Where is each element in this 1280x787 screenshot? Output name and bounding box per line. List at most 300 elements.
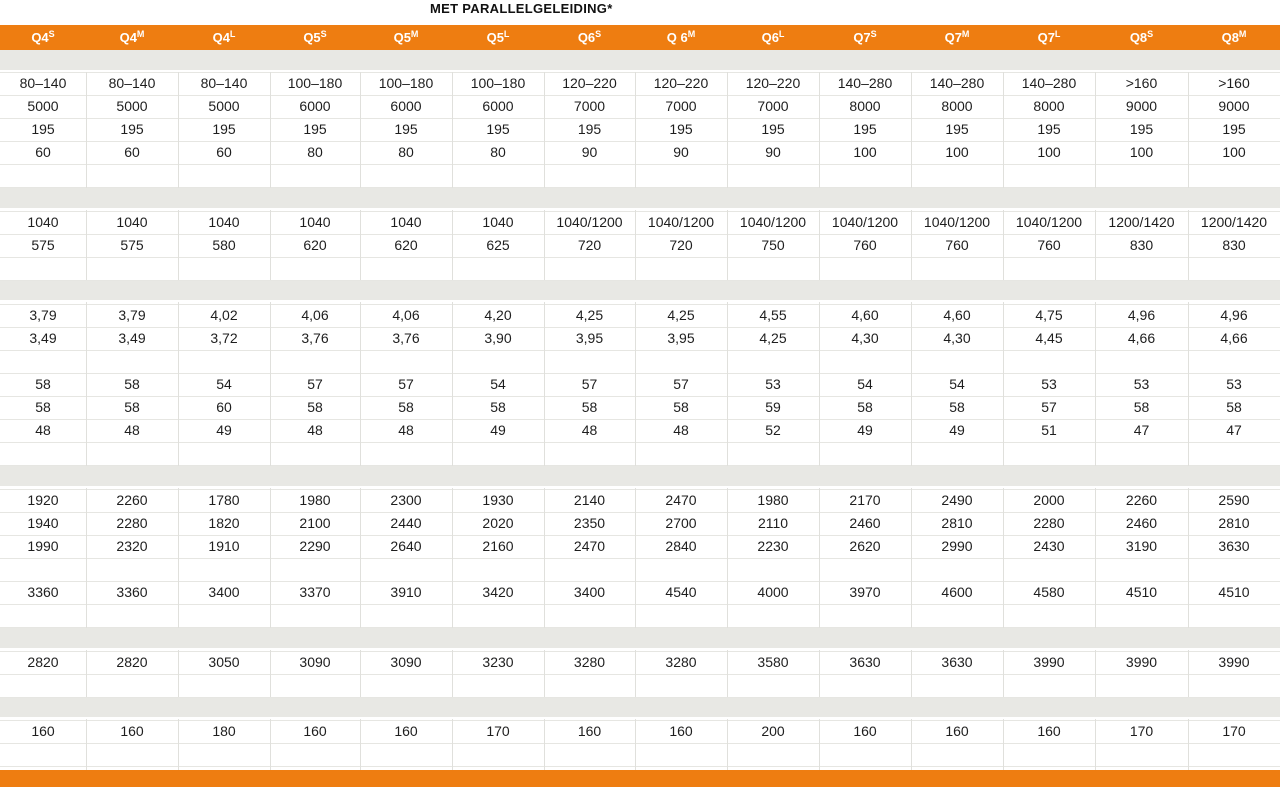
table-cell: 160 [31, 723, 55, 739]
table-cell: 80 [398, 144, 414, 160]
table-cell: 4510 [1218, 584, 1250, 600]
table-cell: 4,25 [759, 330, 787, 346]
table-cell: 49 [949, 422, 965, 438]
table-cell: 3970 [849, 584, 881, 600]
row-divider [0, 743, 1280, 744]
table-cell: 4,20 [484, 307, 512, 323]
table-cell: 80 [307, 144, 323, 160]
table-cell: 3230 [482, 654, 514, 670]
table-cell: 195 [212, 121, 236, 137]
table-cell: 2170 [849, 492, 881, 508]
table-cell: 3990 [1218, 654, 1250, 670]
table-cell: 58 [35, 399, 51, 415]
row-divider [0, 465, 1280, 466]
table-cell: 7000 [573, 98, 606, 114]
row-divider [0, 257, 1280, 258]
table-cell: 3,90 [484, 330, 512, 346]
column-header-label: Q4 [31, 30, 49, 45]
table-cell: 750 [761, 237, 785, 253]
row-divider [0, 697, 1280, 698]
table-cell: 120–220 [562, 75, 617, 91]
table-cell: 3,72 [210, 330, 238, 346]
table-cell: 5000 [27, 98, 59, 114]
table-cell: 60 [216, 399, 232, 415]
table-cell: 720 [577, 237, 602, 253]
table-cell: 140–280 [837, 75, 893, 91]
table-cell: 2280 [1033, 515, 1065, 531]
table-cell: 2840 [665, 538, 697, 554]
table-cell: 2140 [573, 492, 606, 508]
table-cell: 575 [120, 237, 144, 253]
table-cell: 195 [853, 121, 877, 137]
table-cell: 60 [124, 144, 140, 160]
table-cell: 1820 [208, 515, 240, 531]
table-cell: >160 [1218, 75, 1250, 91]
table-cell: 1040/1200 [923, 214, 991, 230]
table-cell: 53 [1133, 376, 1150, 392]
table-cell: 47 [1133, 422, 1150, 438]
table-cell: 54 [857, 376, 873, 392]
table-cell: 4,75 [1035, 307, 1063, 323]
table-cell: 90 [765, 144, 781, 160]
footer-bar [0, 770, 1280, 787]
table-cell: 160 [577, 723, 602, 739]
row-divider [0, 442, 1280, 443]
table-cell: 1040/1200 [831, 214, 899, 230]
column-header [544, 25, 635, 50]
table-cell: 2590 [1218, 492, 1250, 508]
table-cell: 100 [1129, 144, 1154, 160]
table-cell: 48 [398, 422, 414, 438]
row-divider [0, 674, 1280, 675]
table-cell: 2350 [573, 515, 606, 531]
table-cell: 195 [394, 121, 418, 137]
table-cell: 1200/1420 [1108, 214, 1175, 230]
table-cell: 57 [398, 376, 414, 392]
column-header [911, 25, 1003, 50]
table-cell: 59 [765, 399, 781, 415]
table-cell: 2490 [941, 492, 973, 508]
table-cell: 3630 [941, 654, 973, 670]
table-cell: 58 [307, 399, 323, 415]
table-cell: 6000 [390, 98, 422, 114]
table-cell: 51 [1041, 422, 1057, 438]
table-cell: 160 [853, 723, 877, 739]
table-cell: 3090 [390, 654, 422, 670]
table-cell: 80–140 [108, 75, 156, 91]
column-header-size: M [136, 29, 145, 39]
table-cell: 4,96 [1220, 307, 1248, 323]
table-cell: 2160 [482, 538, 514, 554]
table-cell: 4580 [1033, 584, 1065, 600]
table-cell: 760 [945, 237, 969, 253]
table-cell: 2820 [27, 654, 59, 670]
table-cell: 47 [1226, 422, 1242, 438]
table-cell: >160 [1125, 75, 1158, 91]
table-cell: 58 [35, 376, 51, 392]
table-cell: 4,45 [1035, 330, 1063, 346]
table-cell: 5000 [208, 98, 240, 114]
column-header-label: Q8 [1221, 30, 1239, 45]
table-cell: 2110 [757, 515, 789, 531]
column-header [0, 25, 86, 50]
table-cell: 1780 [208, 492, 240, 508]
column-header-size: M [410, 29, 419, 39]
column-header-label: Q5 [303, 30, 321, 45]
table-cell: 90 [581, 144, 598, 160]
table-cell: 2230 [757, 538, 789, 554]
row-divider [0, 350, 1280, 351]
column-header [360, 25, 452, 50]
table-cell: 57 [1041, 399, 1057, 415]
table-cell: 2990 [941, 538, 973, 554]
column-header [819, 25, 911, 50]
column-header-label: Q6 [761, 30, 779, 45]
table-cell: 4,06 [301, 307, 329, 323]
column-header [86, 25, 178, 50]
table-cell: 195 [1222, 121, 1246, 137]
column-header-label: Q5 [486, 30, 504, 45]
table-cell: 58 [1226, 399, 1242, 415]
table-cell: 48 [124, 422, 140, 438]
table-cell: 3360 [116, 584, 148, 600]
table-cell: 195 [120, 121, 144, 137]
table-cell: 720 [669, 237, 693, 253]
table-cell: 3090 [299, 654, 331, 670]
table-cell: 58 [673, 399, 689, 415]
table-cell: 100 [1222, 144, 1246, 160]
row-divider [0, 558, 1280, 559]
table-cell: 195 [1037, 121, 1061, 137]
column-header-size: L [1054, 29, 1061, 39]
table-cell: 4,30 [943, 330, 971, 346]
table-cell: 1980 [299, 492, 331, 508]
table-cell: 3,79 [29, 307, 57, 323]
table-cell: 48 [307, 422, 323, 438]
table-cell: 3,49 [29, 330, 57, 346]
column-header-size: S [870, 29, 877, 39]
table-cell: 1040/1200 [739, 214, 807, 230]
table-cell: 2620 [849, 538, 881, 554]
table-cell: 57 [673, 376, 689, 392]
table-cell: 4,30 [851, 330, 879, 346]
table-cell: 160 [1037, 723, 1061, 739]
table-cell: 170 [486, 723, 510, 739]
table-cell: 58 [581, 399, 598, 415]
table-cell: 53 [1226, 376, 1242, 392]
column-header-label: Q4 [119, 30, 137, 45]
table-cell: 4540 [665, 584, 697, 600]
column-header-size: M [1238, 29, 1247, 39]
table-cell: 3,95 [575, 330, 604, 346]
table-cell: 4,25 [667, 307, 695, 323]
column-header-size: M [687, 29, 696, 39]
table-cell: 4,96 [1127, 307, 1156, 323]
table-cell: 830 [1222, 237, 1246, 253]
table-cell: 1940 [27, 515, 59, 531]
table-cell: 195 [486, 121, 510, 137]
table-cell: 2440 [390, 515, 422, 531]
table-cell: 2260 [116, 492, 148, 508]
table-cell: 2290 [299, 538, 331, 554]
table-cell: 2700 [665, 515, 697, 531]
table-cell: 3630 [1218, 538, 1250, 554]
table-cell: 100–180 [287, 75, 343, 91]
row-divider [0, 604, 1280, 605]
column-header [178, 25, 270, 50]
table-cell: 48 [673, 422, 689, 438]
table-cell: 2430 [1033, 538, 1065, 554]
table-cell: 140–280 [929, 75, 985, 91]
table-cell: 8000 [941, 98, 973, 114]
table-cell: 2460 [849, 515, 881, 531]
table-cell: 3630 [849, 654, 881, 670]
table-cell: 52 [765, 422, 781, 438]
table-cell: 1910 [208, 538, 240, 554]
column-header-size: L [503, 29, 510, 39]
table-cell: 2320 [116, 538, 148, 554]
table-cell: 2810 [941, 515, 973, 531]
table-cell: 3400 [573, 584, 606, 600]
table-cell: 58 [857, 399, 873, 415]
table-cell: 4,60 [851, 307, 879, 323]
table-cell: 53 [765, 376, 781, 392]
table-cell: 58 [124, 399, 140, 415]
row-divider [0, 627, 1280, 628]
table-cell: 1040/1200 [647, 214, 715, 230]
table-cell: 100–180 [378, 75, 434, 91]
table-cell: 3,49 [118, 330, 146, 346]
table-cell: 100 [853, 144, 877, 160]
table-cell: 4,60 [943, 307, 971, 323]
column-header-label: Q5 [393, 30, 411, 45]
table-cell: 1040/1200 [1015, 214, 1083, 230]
table-cell: 160 [669, 723, 693, 739]
column-header-size: S [595, 29, 602, 39]
table-title: MET PARALLELGELEIDING* [430, 1, 613, 16]
table-cell: 54 [490, 376, 506, 392]
column-header [1095, 25, 1188, 50]
table-cell: 200 [761, 723, 785, 739]
table-cell: 100–180 [470, 75, 526, 91]
section-band [0, 466, 1280, 486]
table-cell: 575 [31, 237, 55, 253]
table-cell: 4,55 [759, 307, 787, 323]
column-header-size: L [229, 29, 236, 39]
table-cell: 3190 [1125, 538, 1158, 554]
column-header [635, 25, 727, 50]
table-cell: 160 [394, 723, 418, 739]
column-header-label: Q6 [577, 30, 596, 45]
table-cell: 7000 [757, 98, 789, 114]
table-cell: 4510 [1125, 584, 1158, 600]
table-cell: 160 [120, 723, 144, 739]
table-cell: 3050 [208, 654, 240, 670]
table-cell: 1040 [208, 214, 240, 230]
table-cell: 3360 [27, 584, 59, 600]
column-header [270, 25, 360, 50]
column-header-size: L [778, 29, 785, 39]
row-divider [0, 187, 1280, 188]
table-cell: 2470 [665, 492, 697, 508]
table-cell: 1920 [27, 492, 59, 508]
table-cell: 9000 [1125, 98, 1158, 114]
table-cell: 8000 [849, 98, 881, 114]
table-cell: 4,06 [392, 307, 420, 323]
table-cell: 195 [669, 121, 693, 137]
table-cell: 2260 [1125, 492, 1158, 508]
table-cell: 580 [212, 237, 236, 253]
table-cell: 3,79 [118, 307, 146, 323]
table-cell: 48 [581, 422, 598, 438]
table-cell: 140–280 [1021, 75, 1077, 91]
table-cell: 5000 [116, 98, 148, 114]
table-cell: 1200/1420 [1200, 214, 1268, 230]
table-cell: 90 [673, 144, 689, 160]
table-cell: 160 [945, 723, 969, 739]
table-cell: 3990 [1125, 654, 1158, 670]
table-cell: 3,76 [392, 330, 420, 346]
table-cell: 625 [486, 237, 510, 253]
table-cell: 1040 [482, 214, 514, 230]
table-cell: 4,02 [210, 307, 238, 323]
table-cell: 60 [216, 144, 232, 160]
row-divider [0, 280, 1280, 281]
table-cell: 3910 [390, 584, 422, 600]
table-cell: 170 [1129, 723, 1154, 739]
table-cell: 54 [216, 376, 232, 392]
table-cell: 3280 [665, 654, 697, 670]
table-cell: 830 [1129, 237, 1154, 253]
table-cell: 57 [581, 376, 598, 392]
table-cell: 180 [212, 723, 236, 739]
table-cell: 58 [490, 399, 506, 415]
section-band [0, 628, 1280, 648]
table-cell: 80 [490, 144, 506, 160]
table-cell: 4000 [757, 584, 789, 600]
table-cell: 6000 [482, 98, 514, 114]
table-cell: 2100 [299, 515, 331, 531]
table-cell: 760 [1037, 237, 1061, 253]
section-band [0, 280, 1280, 300]
table-cell: 100 [945, 144, 969, 160]
column-header-label: Q7 [853, 30, 871, 45]
table-cell: 195 [31, 121, 55, 137]
column-header-bar [0, 25, 1280, 50]
table-cell: 2020 [482, 515, 514, 531]
column-header [727, 25, 819, 50]
table-cell: 170 [1222, 723, 1246, 739]
table-cell: 53 [1041, 376, 1057, 392]
table-cell: 48 [35, 422, 51, 438]
column-header-label: Q7 [1037, 30, 1055, 45]
table-cell: 3420 [482, 584, 514, 600]
column-header-size: M [961, 29, 970, 39]
table-cell: 2810 [1218, 515, 1250, 531]
column-header [1188, 25, 1280, 50]
table-cell: 4,66 [1220, 330, 1248, 346]
table-cell: 2300 [390, 492, 422, 508]
table-cell: 620 [394, 237, 418, 253]
table-cell: 620 [303, 237, 327, 253]
table-cell: 7000 [665, 98, 697, 114]
table-cell: 2820 [116, 654, 148, 670]
row-divider [0, 164, 1280, 165]
table-cell: 100 [1037, 144, 1061, 160]
table-cell: 1040 [116, 214, 148, 230]
table-cell: 49 [857, 422, 873, 438]
table-cell: 2470 [573, 538, 606, 554]
row-divider [0, 766, 1280, 767]
table-cell: 760 [853, 237, 877, 253]
section-band [0, 188, 1280, 208]
column-header-label: Q8 [1129, 30, 1148, 45]
table-cell: 1980 [757, 492, 789, 508]
table-cell: 58 [398, 399, 414, 415]
table-cell: 58 [949, 399, 965, 415]
table-cell: 3,76 [301, 330, 329, 346]
table-cell: 1040 [299, 214, 331, 230]
table-cell: 120–220 [745, 75, 801, 91]
table-cell: 6000 [299, 98, 331, 114]
section-band [0, 50, 1280, 70]
column-header-label: Q 6 [666, 30, 688, 45]
table-cell: 60 [35, 144, 51, 160]
table-cell: 3,95 [667, 330, 695, 346]
table-cell: 195 [1129, 121, 1154, 137]
column-header-size: S [48, 29, 55, 39]
table-cell: 3990 [1033, 654, 1065, 670]
table-cell: 3280 [573, 654, 606, 670]
table-cell: 3400 [208, 584, 240, 600]
table-cell: 4,25 [575, 307, 604, 323]
column-header-size: S [320, 29, 327, 39]
table-cell: 195 [761, 121, 785, 137]
table-cell: 2460 [1125, 515, 1158, 531]
table-cell: 49 [490, 422, 506, 438]
table-cell: 2000 [1033, 492, 1065, 508]
table-cell: 80–140 [19, 75, 67, 91]
column-header-size: S [1147, 29, 1154, 39]
table-cell: 57 [307, 376, 323, 392]
table-cell: 58 [124, 376, 140, 392]
table-cell: 54 [949, 376, 965, 392]
section-band [0, 697, 1280, 717]
column-header-label: Q7 [944, 30, 962, 45]
table-cell: 4600 [941, 584, 973, 600]
table-cell: 58 [1133, 399, 1150, 415]
table-cell: 80–140 [200, 75, 248, 91]
column-header [1003, 25, 1095, 50]
table-cell: 1040/1200 [556, 214, 623, 230]
table-cell: 195 [577, 121, 602, 137]
table-cell: 195 [945, 121, 969, 137]
table-cell: 9000 [1218, 98, 1250, 114]
table-cell: 4,66 [1127, 330, 1156, 346]
table-cell: 2640 [390, 538, 422, 554]
column-header [452, 25, 544, 50]
table-cell: 1040 [390, 214, 422, 230]
table-cell: 160 [303, 723, 327, 739]
table-cell: 3370 [299, 584, 331, 600]
column-header-label: Q4 [212, 30, 230, 45]
table-cell: 49 [216, 422, 232, 438]
table-cell: 195 [303, 121, 327, 137]
table-cell: 1040 [27, 214, 59, 230]
table-cell: 120–220 [653, 75, 709, 91]
table-cell: 1990 [27, 538, 59, 554]
table-cell: 2280 [116, 515, 148, 531]
